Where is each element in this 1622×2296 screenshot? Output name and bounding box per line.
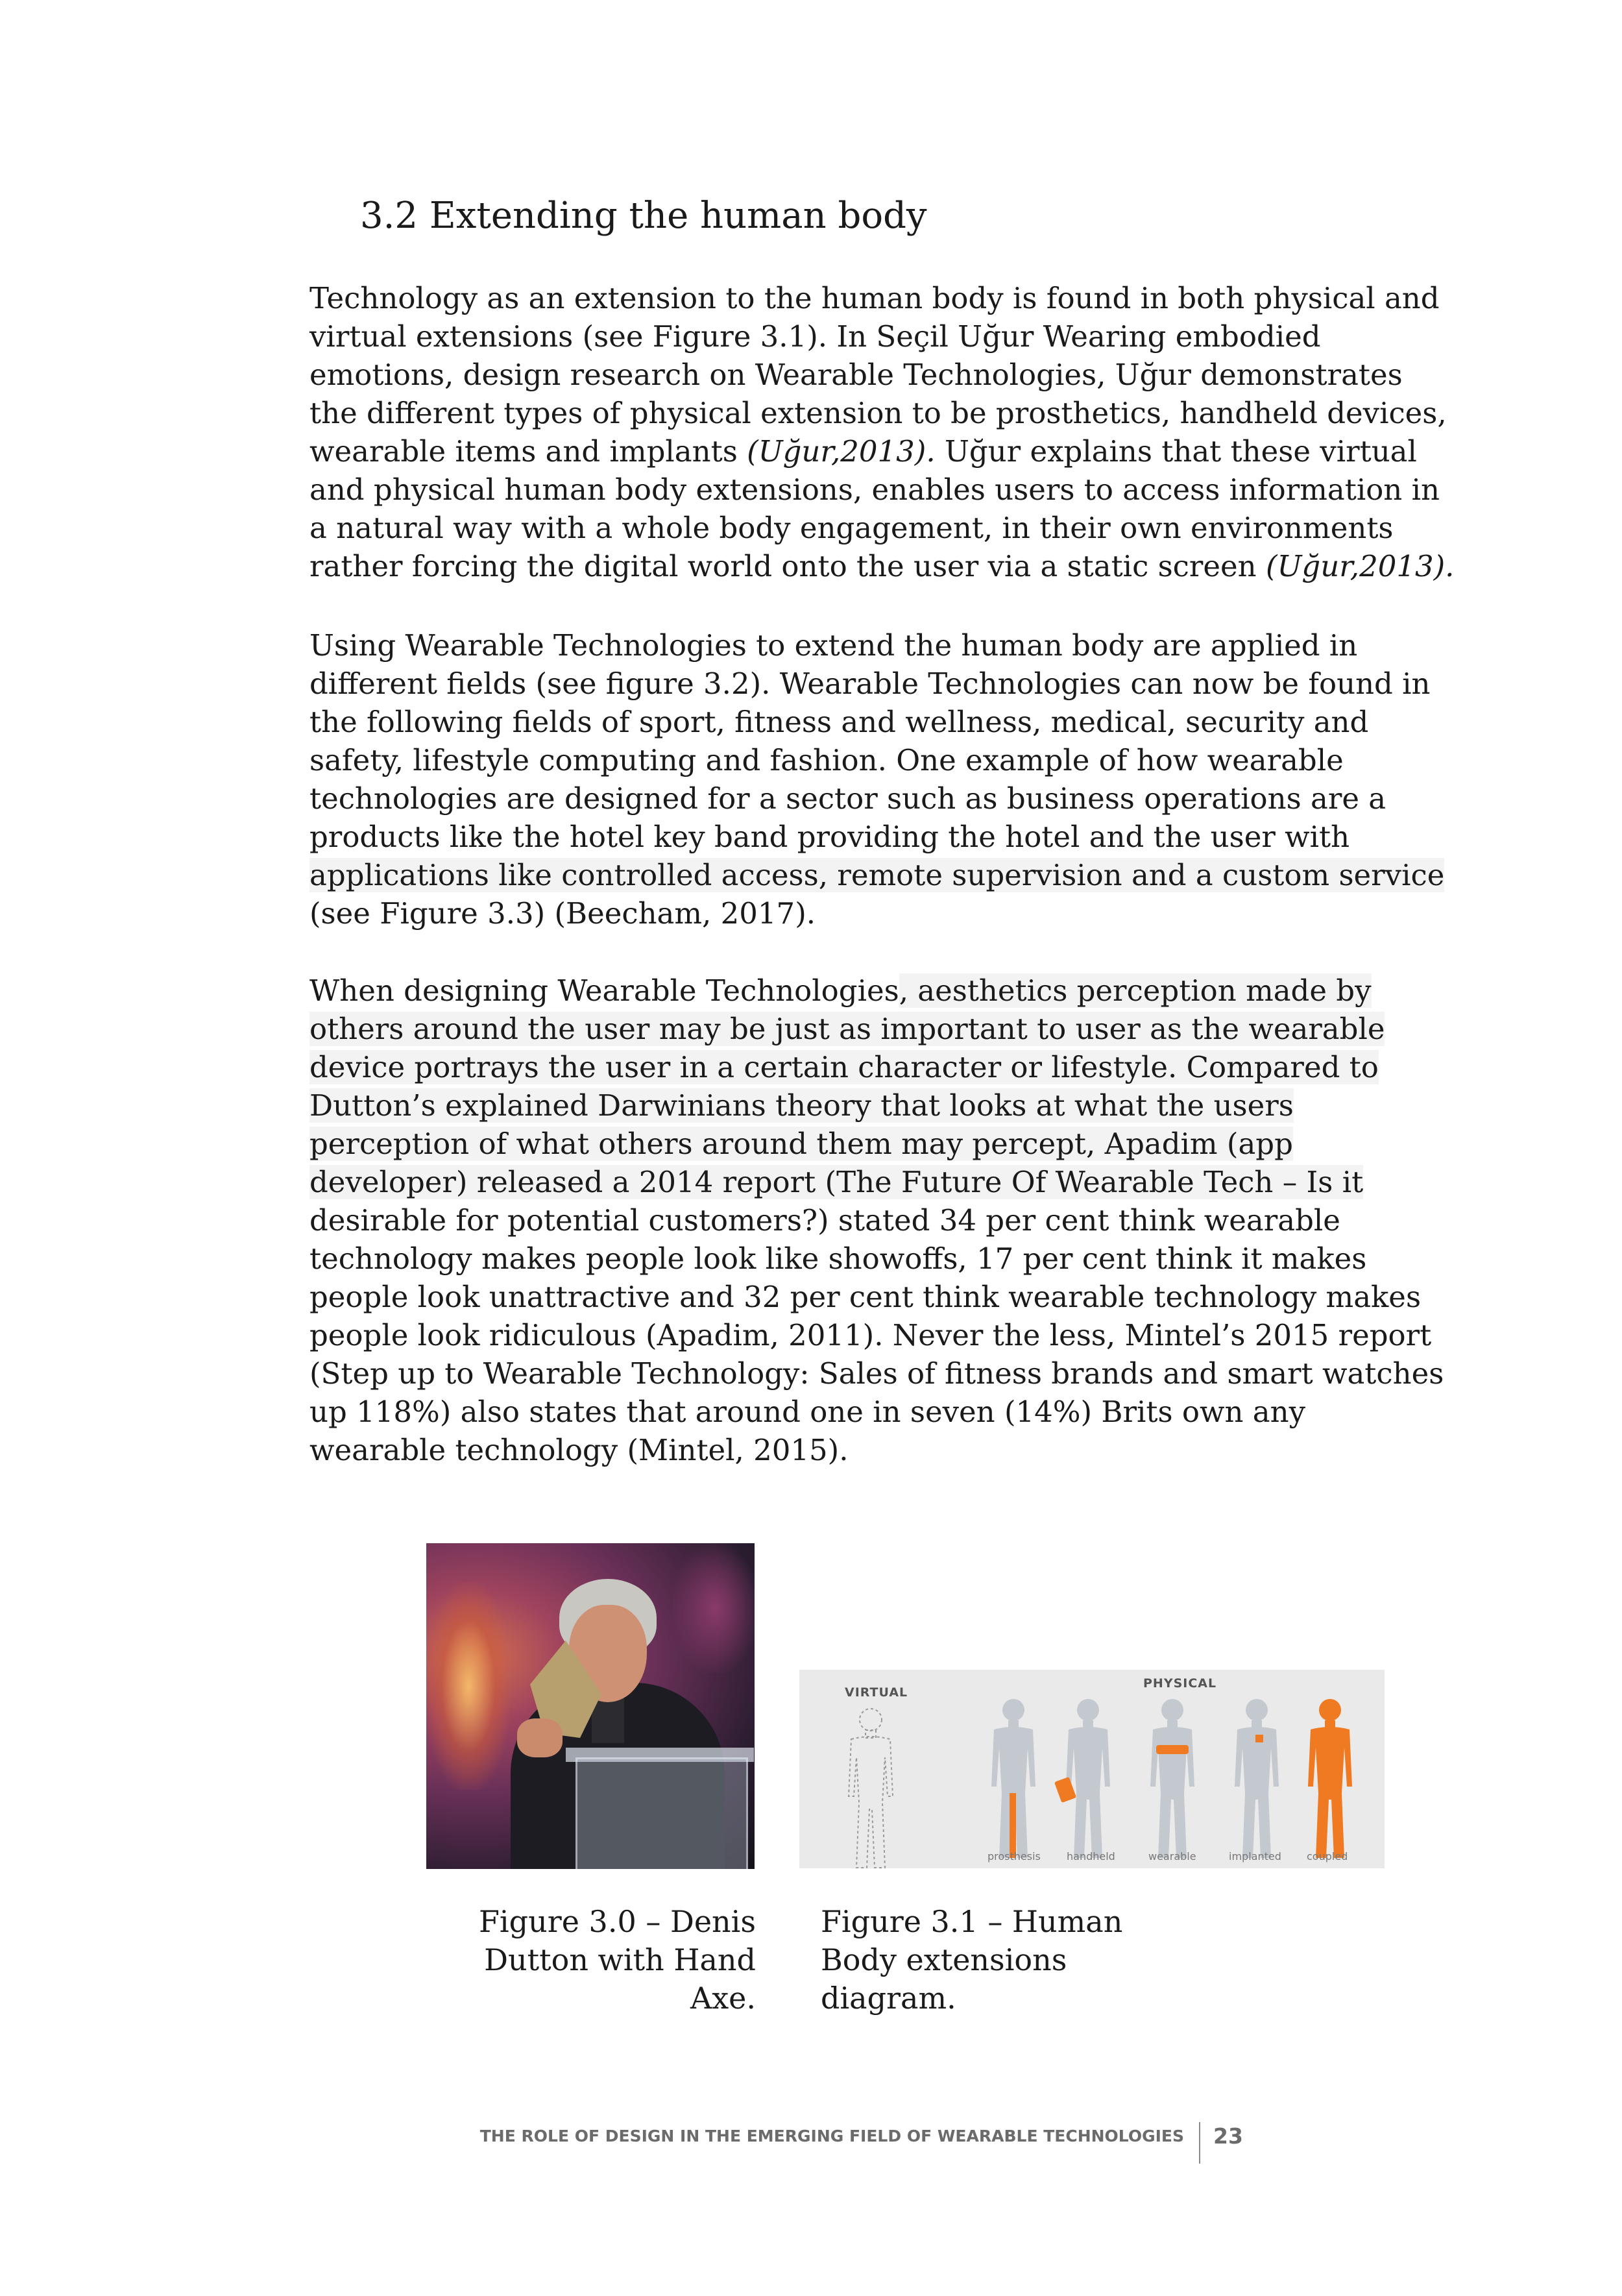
text-line: and physical human body extensions, enables users to access information in (309, 472, 1440, 507)
text-line: a natural way with a whole body engagement, in their own environments (309, 511, 1394, 545)
text-line: virtual extensions (see Figure 3.1). In Seçil Uğur Wearing embodied (309, 319, 1321, 354)
text-line: up 118%) also states that around one in seven (14%) Brits own any (309, 1395, 1305, 1429)
implant-chip (1255, 1735, 1263, 1742)
virtual-figure (849, 1709, 893, 1868)
handheld-figure (1066, 1699, 1110, 1858)
text-line: Using Wearable Technologies to extend the human body are applied in (309, 628, 1358, 663)
caption-line: diagram. (821, 1981, 956, 2016)
wearable-band (1156, 1745, 1189, 1754)
paragraph-3 (309, 971, 1444, 1469)
virtual-label: VIRTUAL (845, 1685, 908, 1700)
label-handheld: handheld (1067, 1850, 1115, 1862)
text-line: Technology as an extension to the human body is found in both physical and (309, 281, 1440, 315)
implanted-figure (1235, 1699, 1279, 1858)
wearable-figure (1150, 1699, 1194, 1858)
paragraph-1 (309, 279, 1455, 585)
figure-3-1-caption (821, 1903, 1145, 2018)
highlighted-text: others around the user may be just as important to user as the wearable (309, 1012, 1385, 1046)
running-footer-title: THE ROLE OF DESIGN IN THE EMERGING FIELD OF WEARABLE TECHNOLOGIES (479, 2127, 1184, 2145)
text-segment: wearable items and implants (309, 434, 747, 469)
prosthetic-leg (1010, 1793, 1016, 1858)
text-line (309, 1010, 1386, 1048)
text-line: the following fields of sport, fitness and wellness, medical, security and (309, 705, 1369, 739)
glass-podium (575, 1757, 748, 1869)
highlighted-text: developer) released a 2014 report (The Future Of Wearable Tech – Is it (309, 1165, 1364, 1199)
section-number: 3.2 (360, 195, 418, 237)
caption-line: Axe. (690, 1981, 756, 2016)
text-line (309, 432, 1417, 470)
section-title-text: Extending the human body (429, 195, 927, 237)
stage-light (426, 1582, 511, 1790)
body-figures-svg (799, 1670, 1385, 1868)
text-line: people look ridiculous (Apadim, 2011). Never the less, Mintel’s 2015 report (309, 1318, 1432, 1352)
text-line (309, 1125, 1386, 1163)
text-line: technologies are designed for a sector such as business operations are a (309, 781, 1386, 816)
highlighted-text: , aesthetics perception made by (899, 973, 1372, 1008)
text-line: safety, lifestyle computing and fashion. One example of how wearable (309, 743, 1344, 777)
caption-line: Dutton with Hand (484, 1942, 756, 1977)
text-line: wearable technology (Mintel, 2015). (309, 1433, 849, 1467)
text-line (309, 547, 1455, 585)
text-line: (see Figure 3.3) (Beecham, 2017). (309, 896, 816, 931)
text-line (309, 856, 1445, 894)
page-number: 23 (1213, 2123, 1243, 2149)
label-coupled: coupled (1307, 1850, 1348, 1862)
citation: (Uğur,2013). (747, 434, 936, 469)
text-segment: Uğur explains that these virtual (935, 434, 1417, 469)
coupled-figure (1308, 1699, 1352, 1858)
text-segment: When designing Wearable Technologies (309, 973, 899, 1008)
text-line (309, 1086, 1386, 1125)
caption-line: Figure 3.1 – Human (821, 1904, 1123, 1939)
text-line (309, 1163, 1386, 1201)
physical-label: PHYSICAL (1143, 1676, 1217, 1691)
text-line: products like the hotel key band providing the hotel and the user with (309, 820, 1350, 854)
citation: (Uğur,2013). (1265, 549, 1455, 583)
speaker-hand (517, 1718, 563, 1757)
text-line: people look unattractive and 32 per cent think wearable technology makes (309, 1280, 1422, 1314)
label-prosthesis: prosthesis (987, 1850, 1041, 1862)
highlighted-text: device portrays the user in a certain character or lifestyle. Compared to (309, 1050, 1379, 1084)
caption-line: Figure 3.0 – Denis (479, 1904, 756, 1939)
text-line (309, 971, 1386, 1010)
text-line: technology makes people look like showoffs, 17 per cent think it makes (309, 1241, 1367, 1276)
text-line: different fields (see figure 3.2). Wearable Technologies can now be found in (309, 666, 1431, 701)
paragraph-2 (309, 626, 1445, 933)
footer-divider (1199, 2122, 1200, 2164)
label-implanted: implanted (1229, 1850, 1281, 1862)
caption-line: Body extensions (821, 1942, 1067, 1977)
handheld-device (1054, 1777, 1076, 1803)
highlighted-text: perception of what others around them may percept, Apadim (app (309, 1127, 1293, 1161)
label-wearable: wearable (1148, 1850, 1196, 1862)
text-line: (Step up to Wearable Technology: Sales of fitness brands and smart watches (309, 1356, 1444, 1391)
figure-3-0-caption (454, 1903, 756, 2018)
denis-dutton-photo (426, 1543, 755, 1869)
text-line (309, 1048, 1386, 1086)
text-segment: rather forcing the digital world onto the user via a static screen (309, 549, 1266, 583)
stage-light (673, 1543, 755, 1673)
body-extensions-diagram (799, 1670, 1385, 1868)
text-line: the different types of physical extension to be prosthetics, handheld devices, (309, 396, 1447, 430)
text-line: desirable for potential customers?) stated 34 per cent think wearable (309, 1203, 1340, 1238)
section-heading (360, 195, 927, 237)
highlighted-text: applications like controlled access, remote supervision and a custom service (309, 858, 1445, 892)
highlighted-text: Dutton’s explained Darwinians theory that looks at what the users (309, 1088, 1294, 1123)
text-line: emotions, design research on Wearable Technologies, Uğur demonstrates (309, 358, 1403, 392)
